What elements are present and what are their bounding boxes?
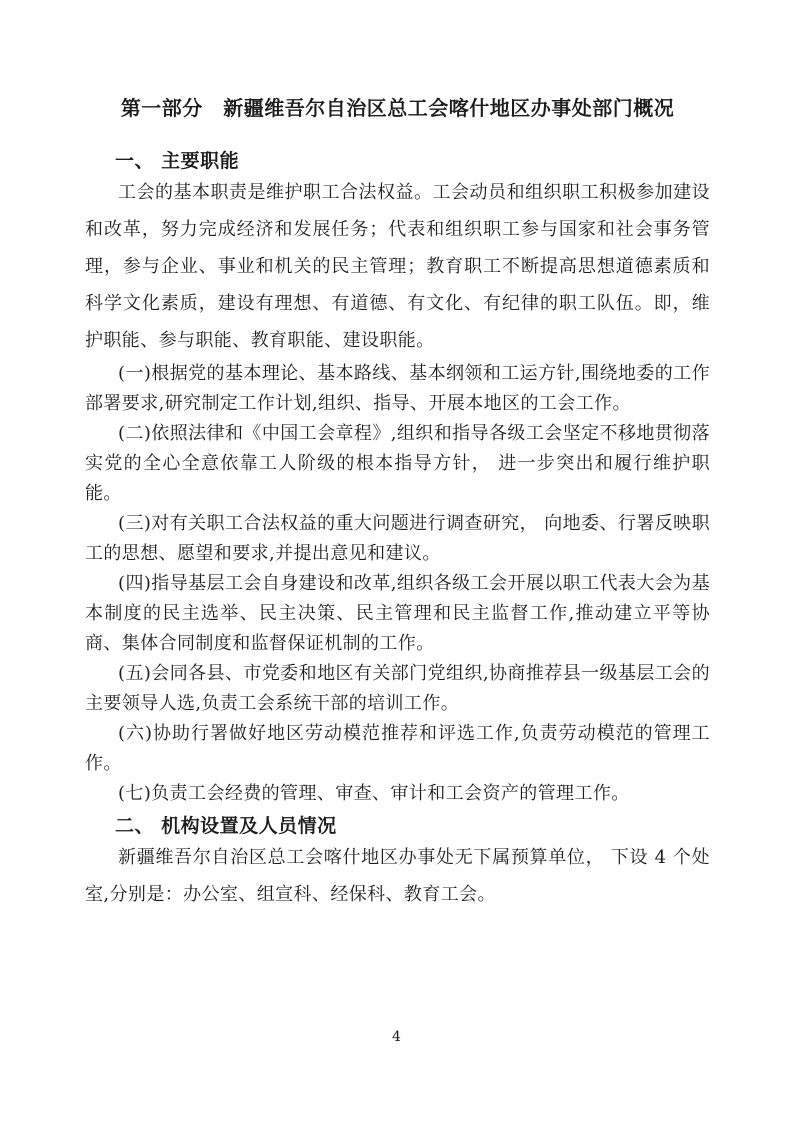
section-2-heading: 二、 机构设置及人员情况 [115,815,337,837]
numbered-paragraph-2: (二)依照法律和《中国工会章程》,组织和指导各级工会坚定不移地贯彻落实党的全心全意依靠工人阶级的根本指导方针， 进一步突出和履行维护职能。 [85,423,710,504]
page-number: 4 [392,1029,401,1045]
numbered-paragraph-3: (三)对有关职工合法权益的重大问题进行调查研究， 向地委、行署反映职工的思想、愿望和要求,并提出意见和建议。 [85,513,710,564]
document-title: 第一部分 新疆维吾尔自治区总工会喀什地区办事处部门概况 [120,96,675,120]
numbered-paragraph-1: (一)根据党的基本理论、基本路线、基本纲领和工运方针,围绕地委的工作部署要求,研究制定工作计划,组织、指导、开展本地区的工会工作。 [85,363,710,414]
numbered-paragraph-4: (四)指导基层工会自身建设和改革,组织各级工会开展以职工代表大会为基本制度的民主选举、民主决策、民主管理和民主监督工作,推动建立平等协商、集体合同制度和监督保证机制的工作。 [85,573,710,654]
page-content [0,94,793,913]
section-1-heading: 一、 主要职能 [115,150,240,172]
numbered-paragraph-7: (七)负责工会经费的管理、审查、审计和工会资产的管理工作。 [118,783,630,804]
body-paragraph: 新疆维吾尔自治区总工会喀什地区办事处无下属预算单位， 下设 4 个处室,分别是：办公室、组宣科、经保科、教育工会。 [85,847,710,905]
numbered-paragraph-6: (六)协助行署做好地区劳动模范推荐和评选工作,负责劳动模范的管理工作。 [85,723,710,774]
body-paragraph: 工会的基本职责是维护职工合法权益。工会动员和组织职工积极参加建设和改革，努力完成经济和发展任务；代表和组织职工参与国家和社会事务管理，参与企业、事业和机关的民主管理；教育职工不断提高思想道德素质和科学文化素质，建设有理想、有道德、有文化、有纪律的职工队伍。即，维护职能、参与职能、教育职能、建设职能。 [85,182,710,351]
numbered-paragraph-5: (五)会同各县、市党委和地区有关部门党组织,协商推荐县一级基层工会的主要领导人选,负责工会系统干部的培训工作。 [85,663,710,714]
